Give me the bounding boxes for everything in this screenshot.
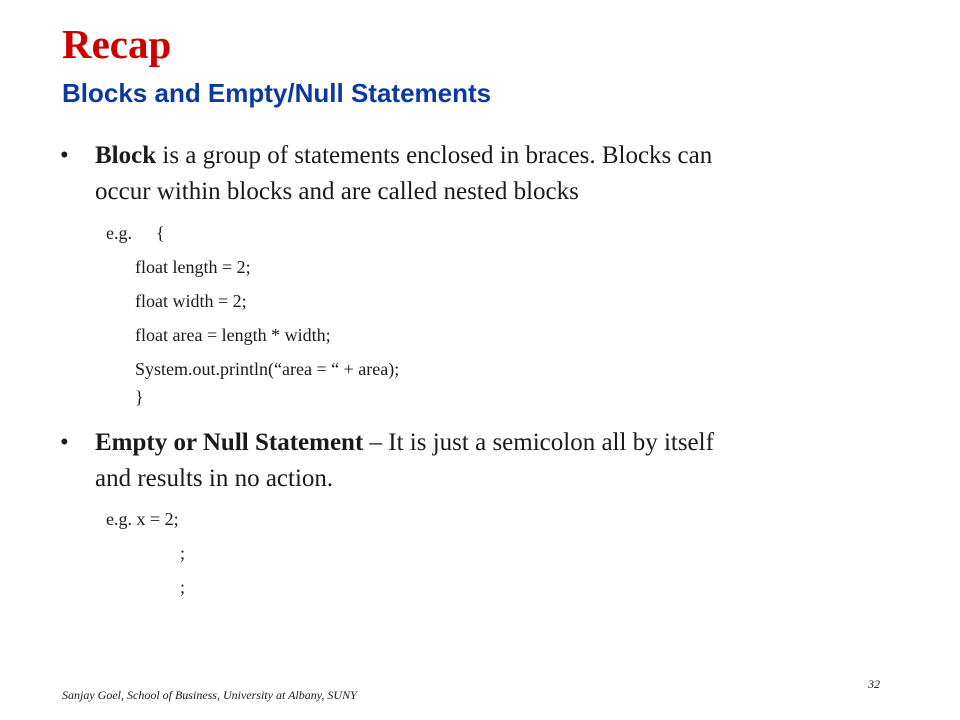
bullet-line-1-rest: – It is just a semicolon all by itself xyxy=(363,429,714,456)
footer-credit: Sanjay Goel, School of Business, University at Albany, SUNY xyxy=(62,688,357,702)
code-line: float width = 2; xyxy=(135,291,247,311)
bullet-line-1 xyxy=(95,425,940,461)
bullet-term: Block xyxy=(95,142,157,169)
code-line: float length = 2; xyxy=(135,257,251,277)
slide-title: Recap xyxy=(62,21,172,67)
code-open-brace: { xyxy=(156,223,165,243)
code-line: System.out.println(“area = “ + area); xyxy=(135,359,400,379)
code-prefix: e.g. xyxy=(106,223,132,243)
bullet-line-2: and results in no action. xyxy=(95,465,334,492)
code-line: e.g. x = 2; xyxy=(106,509,179,529)
code-semicolon: ; xyxy=(180,543,186,563)
code-close-brace: } xyxy=(135,387,144,407)
bullet-text xyxy=(95,138,940,210)
code-semicolon: ; xyxy=(180,577,186,597)
slide-subtitle: Blocks and Empty/Null Statements xyxy=(62,78,492,108)
bullet-line-2: occur within blocks and are called nested blocks xyxy=(95,178,579,205)
bullet-marker: • xyxy=(60,429,69,456)
bullet-marker: • xyxy=(60,142,69,169)
bullet-line-1 xyxy=(95,138,940,174)
code-line: float area = length * width; xyxy=(135,325,331,345)
bullet-term: Empty or Null Statement xyxy=(95,429,364,456)
bullet-text xyxy=(95,425,940,497)
page-number: 32 xyxy=(868,677,880,691)
bullet-line-1-rest: is a group of statements enclosed in braces. Blocks can xyxy=(156,142,713,169)
